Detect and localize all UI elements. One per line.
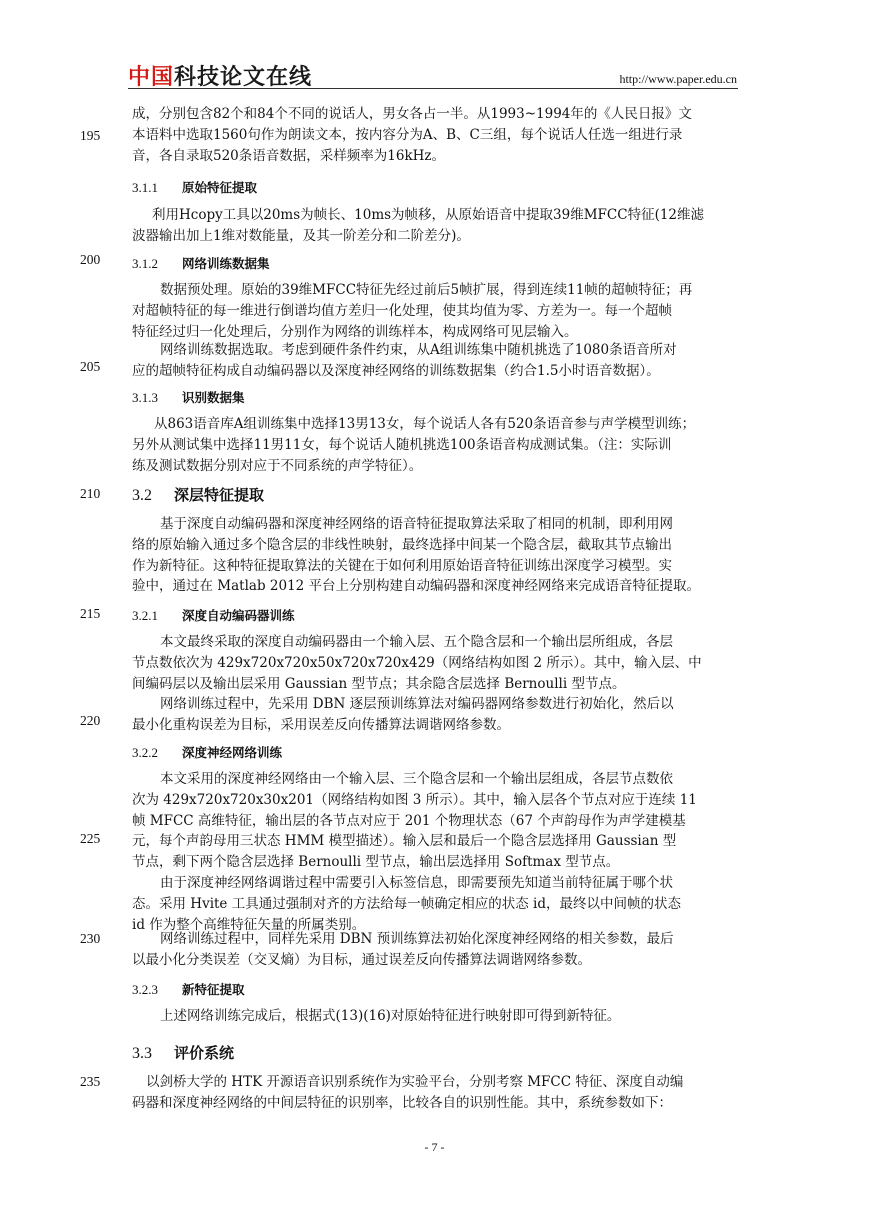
section-heading <box>132 178 257 196</box>
section-title: 深度神经网络训练 <box>182 745 283 760</box>
text-line: 从863语音库A组训练集中选择13男13女，每个说话人各有520条语音参与声学模型训练； <box>154 416 696 432</box>
header-rule <box>128 88 738 89</box>
section-title: 深度自动编码器训练 <box>182 608 295 623</box>
text-line: 另外从测试集中选择11男11女，每个说话人随机挑选100条语音构成测试集。（注：实际训 <box>132 436 672 453</box>
section-heading <box>132 254 270 272</box>
section-number: 3.2.1 <box>132 608 158 623</box>
section-number: 3.2 <box>132 487 152 504</box>
text-line: 节点，剩下两个隐含层选择 Bernoulli 型节点，输出层选择用 Softmax 型节点。 <box>132 854 620 871</box>
paragraph <box>132 873 738 935</box>
section-heading <box>132 484 264 505</box>
text-line: 上述网络训练完成后，根据式(13)(16)对原始特征进行映射即可得到新特征。 <box>160 1008 621 1024</box>
text-line: 数据预处理。原始的39维MFCC特征先经过前后5帧扩展，得到连续11帧的超帧特征；再 <box>160 282 693 298</box>
text-line: 音，各自录取520条语音数据，采样频率为16kHz。 <box>132 147 446 164</box>
text-line: 由于深度神经网络调谐过程中需要引入标签信息，即需要预先知道当前特征属于哪个状 <box>160 875 673 891</box>
section-number: 3.1.2 <box>132 256 158 271</box>
header-url[interactable]: http://www.paper.edu.cn <box>619 72 737 86</box>
text-line: 次为 429x720x720x30x201（网络结构如图 3 所示）。其中，输入层各个节点对应于连续 11 <box>132 791 697 808</box>
text-line: 元，每个声韵母用三状态 HMM 模型描述）。输入层和最后一个隐含层选择用 Gaussian 型 <box>132 833 677 850</box>
section-title: 评价系统 <box>174 1044 235 1062</box>
line-number: 205 <box>80 359 101 374</box>
section-number: 3.1.1 <box>132 180 158 195</box>
text-line: 利用Hcopy工具以20ms为帧长、10ms为帧移，从原始语音中提取39维MFCC特征(12维滤 <box>152 207 705 223</box>
paragraph <box>132 929 738 971</box>
section-heading <box>132 980 245 998</box>
section-title: 网络训练数据集 <box>182 256 270 271</box>
section-heading <box>132 606 295 624</box>
text-line: 网络训练数据选取。考虑到硬件条件约束，从A组训练集中随机挑选了1080条语音所对 <box>160 342 677 358</box>
text-line: id 作为整个高维特征矢量的所属类别。 <box>132 916 366 933</box>
section-title: 深层特征提取 <box>174 486 265 504</box>
site-logo <box>128 60 312 91</box>
text-line: 最小化重构误差为目标，采用误差反向传播算法调谐网络参数。 <box>132 716 510 733</box>
paragraph <box>132 104 738 166</box>
line-number: 220 <box>80 713 101 728</box>
paragraph <box>132 414 738 476</box>
text-line: 网络训练过程中，同样先采用 DBN 预训练算法初始化深度神经网络的相关参数，最后 <box>160 931 674 947</box>
paragraph <box>132 1006 738 1027</box>
text-line: 波器输出加上1维对数能量，及其一阶差分和二阶差分)。 <box>132 227 470 244</box>
text-line: 以剑桥大学的 HTK 开源语音识别系统作为实验平台，分别考察 MFCC 特征、深度自动编 <box>146 1074 684 1090</box>
section-number: 3.1.3 <box>132 390 158 405</box>
text-line: 应的超帧特征构成自动编码器以及深度神经网络的训练数据集（约合1.5小时语音数据）。 <box>132 362 660 379</box>
section-number: 3.2.3 <box>132 982 158 997</box>
text-line: 练及测试数据分别对应于不同系统的声学特征）。 <box>132 457 423 474</box>
section-title: 新特征提取 <box>182 982 245 997</box>
section-number: 3.3 <box>132 1045 152 1062</box>
paragraph <box>132 514 738 597</box>
text-line: 节点数依次为 429x720x720x50x720x720x429（网络结构如图 2 所示）。其中，输入层、中 <box>132 654 702 671</box>
text-line: 网络训练过程中，先采用 DBN 逐层预训练算法对编码器网络参数进行初始化，然后以 <box>160 696 674 712</box>
line-number: 215 <box>80 606 101 621</box>
logo-dark-text: 科技论文在线 <box>174 65 313 90</box>
text-line: 对超帧特征的每一维进行倒谱均值方差归一化处理，使其均值为零、方差为一。每一个超帧 <box>132 302 672 319</box>
page-number: - 7 - <box>424 1140 445 1154</box>
section-title: 原始特征提取 <box>182 180 258 195</box>
logo-red-text: 中国 <box>128 65 175 90</box>
text-line: 码器和深度神经网络的中间层特征的识别率，比较各自的识别性能。其中，系统参数如下： <box>132 1094 672 1111</box>
section-heading <box>132 1042 234 1063</box>
text-line: 验中，通过在 Matlab 2012 平台上分别构建自动编码器和深度神经网络来完成语音特征提取。 <box>132 578 701 595</box>
line-number: 200 <box>80 252 101 267</box>
paragraph <box>132 340 738 382</box>
text-line: 络的原始输入通过多个隐含层的非线性映射，最终选择中间某一个隐含层，截取其节点输出 <box>132 536 672 553</box>
line-number: 195 <box>80 128 101 143</box>
paragraph <box>132 632 738 694</box>
text-line: 特征经过归一化处理后，分别作为网络的训练样本，构成网络可见层输入。 <box>132 323 578 340</box>
paragraph <box>132 280 738 342</box>
paragraph <box>132 694 738 736</box>
section-heading <box>132 743 282 761</box>
paragraph <box>132 1072 738 1114</box>
line-number: 210 <box>80 486 101 501</box>
text-line: 间编码层以及输出层采用 Gaussian 型节点；其余隐含层选择 Bernoulli 型节点。 <box>132 675 626 692</box>
section-title: 识别数据集 <box>182 390 245 405</box>
text-line: 本文最终采取的深度自动编码器由一个输入层、五个隐含层和一个输出层所组成，各层 <box>160 634 673 650</box>
paragraph <box>132 205 738 247</box>
text-line: 本语料中选取1560句作为朗读文本，按内容分为A、B、C三组，每个说话人任选一组进行录 <box>132 126 683 143</box>
text-line: 基于深度自动编码器和深度神经网络的语音特征提取算法采取了相同的机制，即利用网 <box>160 516 673 532</box>
section-heading <box>132 388 245 406</box>
text-line: 作为新特征。这种特征提取算法的关键在于如何利用原始语音特征训练出深度学习模型。实 <box>132 557 672 574</box>
text-line: 成，分别包含82个和84个不同的说话人，男女各占一半。从1993~1994年的《人民日报》文 <box>132 106 692 122</box>
line-number: 225 <box>80 831 101 846</box>
text-line: 态。采用 Hvite 工具通过强制对齐的方法给每一帧确定相应的状态 id，最终以中间帧的状态 <box>132 895 681 912</box>
section-number: 3.2.2 <box>132 745 158 760</box>
text-line: 本文采用的深度神经网络由一个输入层、三个隐含层和一个输出层组成，各层节点数依 <box>160 771 673 787</box>
text-line: 帧 MFCC 高维特征，输出层的各节点对应于 201 个物理状态（67 个声韵母作为声学建模基 <box>132 812 686 829</box>
text-line: 以最小化分类误差（交叉熵）为目标，通过误差反向传播算法调谐网络参数。 <box>132 951 591 968</box>
paragraph <box>132 769 738 873</box>
line-number: 230 <box>80 931 101 946</box>
line-number: 235 <box>80 1074 101 1089</box>
